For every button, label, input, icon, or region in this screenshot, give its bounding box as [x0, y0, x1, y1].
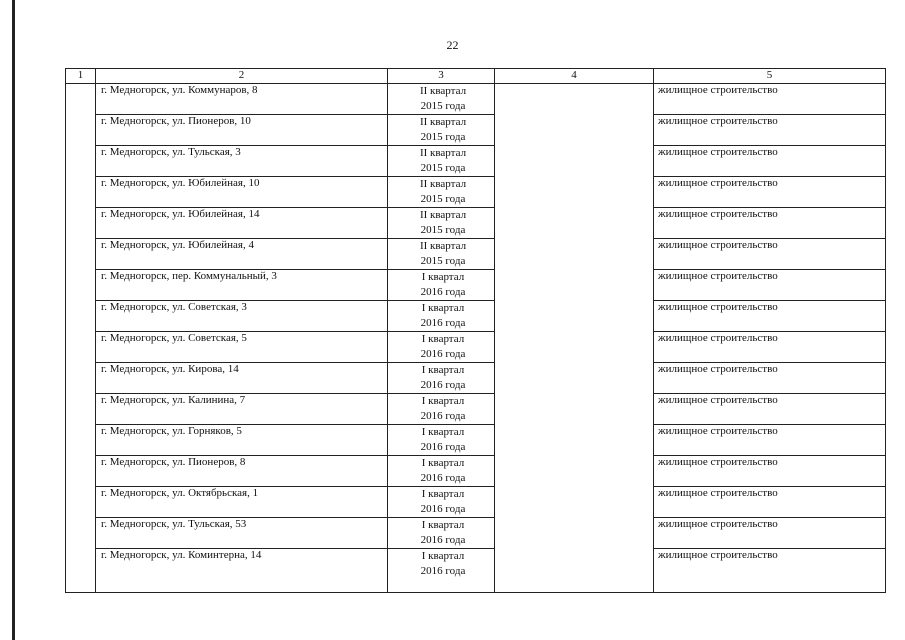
period-cell	[388, 239, 495, 270]
period-year: 2016 года	[420, 534, 466, 546]
period-quarter: I квартал	[421, 302, 465, 314]
period-quarter: I квартал	[421, 333, 465, 345]
note-cell	[495, 84, 654, 593]
address-cell: г. Медногорск, ул. Коминтерна, 14	[96, 549, 388, 593]
table-row	[66, 301, 886, 332]
purpose-cell: жилищное строительство	[654, 270, 886, 301]
period-year: 2016 года	[420, 503, 466, 515]
period-cell	[388, 363, 495, 394]
address-cell: г. Медногорск, ул. Коммунаров, 8	[96, 84, 388, 115]
table-row	[66, 115, 886, 146]
period-quarter: I квартал	[421, 457, 465, 469]
table-row	[66, 332, 886, 363]
period-year: 2015 года	[420, 100, 466, 112]
purpose-cell: жилищное строительство	[654, 394, 886, 425]
period-cell	[388, 115, 495, 146]
period-year: 2016 года	[420, 565, 466, 577]
period-quarter: I квартал	[421, 271, 465, 283]
period-cell	[388, 84, 495, 115]
column-header-1: 1	[66, 69, 96, 84]
period-year: 2015 года	[420, 255, 466, 267]
table-row	[66, 177, 886, 208]
table-row	[66, 239, 886, 270]
table-row	[66, 487, 886, 518]
period-cell	[388, 425, 495, 456]
period-cell	[388, 518, 495, 549]
table-row	[66, 270, 886, 301]
purpose-cell: жилищное строительство	[654, 518, 886, 549]
address-cell: г. Медногорск, ул. Советская, 5	[96, 332, 388, 363]
period-quarter: I квартал	[421, 395, 465, 407]
data-table	[65, 68, 886, 593]
period-quarter: I квартал	[421, 519, 465, 531]
period-cell	[388, 456, 495, 487]
page-number: 22	[446, 38, 459, 52]
table-row	[66, 208, 886, 239]
column-header-2: 2	[96, 69, 388, 84]
period-quarter: I квартал	[421, 488, 465, 500]
period-year: 2016 года	[420, 348, 466, 360]
period-quarter: II квартал	[419, 147, 467, 159]
period-cell	[388, 332, 495, 363]
address-cell: г. Медногорск, ул. Пионеров, 8	[96, 456, 388, 487]
address-cell: г. Медногорск, ул. Горняков, 5	[96, 425, 388, 456]
table-row	[66, 146, 886, 177]
address-cell: г. Медногорск, ул. Юбилейная, 14	[96, 208, 388, 239]
address-cell: г. Медногорск, пер. Коммунальный, 3	[96, 270, 388, 301]
period-year: 2016 года	[420, 286, 466, 298]
period-cell	[388, 270, 495, 301]
period-year: 2015 года	[420, 224, 466, 236]
column-header-3: 3	[388, 69, 495, 84]
purpose-cell: жилищное строительство	[654, 115, 886, 146]
address-cell: г. Медногорск, ул. Тульская, 3	[96, 146, 388, 177]
period-year: 2015 года	[420, 193, 466, 205]
period-year: 2016 года	[420, 472, 466, 484]
period-cell	[388, 394, 495, 425]
period-year: 2015 года	[420, 131, 466, 143]
table-row	[66, 456, 886, 487]
period-year: 2016 года	[420, 410, 466, 422]
table-row	[66, 518, 886, 549]
period-quarter: II квартал	[419, 178, 467, 190]
period-year: 2016 года	[420, 441, 466, 453]
period-cell	[388, 487, 495, 518]
table-row	[66, 425, 886, 456]
purpose-cell: жилищное строительство	[654, 363, 886, 394]
address-cell: г. Медногорск, ул. Юбилейная, 4	[96, 239, 388, 270]
table-header-row	[66, 69, 886, 84]
purpose-cell: жилищное строительство	[654, 177, 886, 208]
period-quarter: I квартал	[421, 550, 465, 562]
column-header-4: 4	[495, 69, 654, 84]
address-cell: г. Медногорск, ул. Октябрьская, 1	[96, 487, 388, 518]
address-cell: г. Медногорск, ул. Тульская, 53	[96, 518, 388, 549]
address-cell: г. Медногорск, ул. Пионеров, 10	[96, 115, 388, 146]
period-quarter: I квартал	[421, 364, 465, 376]
period-quarter: I квартал	[421, 426, 465, 438]
address-cell: г. Медногорск, ул. Калинина, 7	[96, 394, 388, 425]
period-cell	[388, 301, 495, 332]
purpose-cell: жилищное строительство	[654, 146, 886, 177]
address-cell: г. Медногорск, ул. Кирова, 14	[96, 363, 388, 394]
scan-edge-border	[12, 0, 15, 640]
period-year: 2016 года	[420, 317, 466, 329]
table-row	[66, 394, 886, 425]
address-cell: г. Медногорск, ул. Советская, 3	[96, 301, 388, 332]
column-header-5: 5	[654, 69, 886, 84]
period-cell	[388, 549, 495, 593]
table-row	[66, 549, 886, 593]
purpose-cell: жилищное строительство	[654, 487, 886, 518]
purpose-cell: жилищное строительство	[654, 84, 886, 115]
purpose-cell: жилищное строительство	[654, 456, 886, 487]
period-quarter: II квартал	[419, 116, 467, 128]
purpose-cell: жилищное строительство	[654, 549, 886, 593]
table-body	[66, 84, 886, 593]
period-quarter: II квартал	[419, 240, 467, 252]
purpose-cell: жилищное строительство	[654, 208, 886, 239]
address-cell: г. Медногорск, ул. Юбилейная, 10	[96, 177, 388, 208]
period-year: 2015 года	[420, 162, 466, 174]
period-year: 2016 года	[420, 379, 466, 391]
period-cell	[388, 208, 495, 239]
row-number-cell	[66, 84, 96, 593]
purpose-cell: жилищное строительство	[654, 425, 886, 456]
period-quarter: II квартал	[419, 85, 467, 97]
purpose-cell: жилищное строительство	[654, 332, 886, 363]
period-cell	[388, 146, 495, 177]
table-row	[66, 84, 886, 115]
purpose-cell: жилищное строительство	[654, 239, 886, 270]
purpose-cell: жилищное строительство	[654, 301, 886, 332]
table-row	[66, 363, 886, 394]
period-cell	[388, 177, 495, 208]
period-quarter: II квартал	[419, 209, 467, 221]
